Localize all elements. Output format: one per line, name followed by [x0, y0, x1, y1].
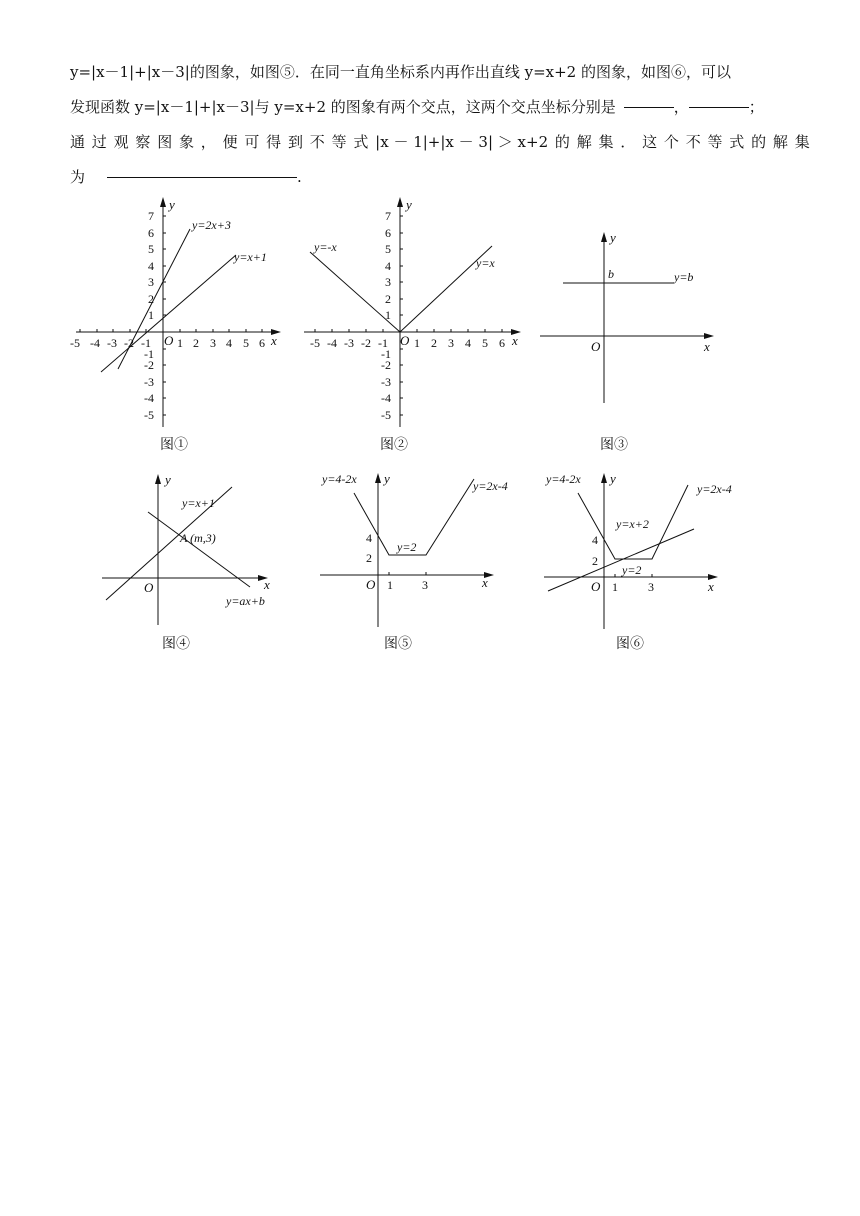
label-y-4-2x: y=4-2x: [546, 472, 581, 486]
label-y-x-1: y=x+1: [234, 250, 267, 264]
svg-text:3: 3: [210, 336, 216, 350]
svg-text:5: 5: [482, 336, 488, 350]
svg-text:O: O: [400, 333, 410, 348]
svg-text:3: 3: [648, 580, 654, 594]
svg-text:1: 1: [177, 336, 183, 350]
label-y-2x-3: y=2x+3: [192, 218, 231, 232]
svg-text:4: 4: [385, 259, 391, 273]
svg-text:7: 7: [148, 209, 154, 223]
svg-text:x: x: [704, 339, 710, 354]
label-y-b: y=b: [674, 270, 694, 284]
figure-1-graph: [68, 195, 283, 435]
answer-blank-3[interactable]: [107, 176, 297, 178]
svg-text:7: 7: [385, 209, 391, 223]
svg-text:y: y: [406, 197, 412, 212]
svg-text:y: y: [165, 472, 171, 487]
svg-text:x: x: [708, 579, 714, 594]
text-line-4: 为 .: [70, 168, 302, 186]
figure-6-caption: 图⑥: [616, 636, 644, 652]
figure-6-graph: [542, 465, 752, 635]
svg-text:1: 1: [414, 336, 420, 350]
svg-text:-4: -4: [144, 391, 154, 405]
svg-text:x: x: [482, 575, 488, 590]
figure-4-caption: 图④: [162, 636, 190, 652]
answer-blank-2[interactable]: [689, 106, 749, 108]
svg-text:6: 6: [259, 336, 265, 350]
svg-text:O: O: [366, 577, 376, 592]
figure-2-caption: 图②: [380, 437, 408, 453]
svg-text:2: 2: [366, 551, 372, 565]
svg-text:-5: -5: [144, 408, 154, 422]
svg-text:4: 4: [592, 533, 598, 547]
figure-3: [534, 225, 724, 414]
svg-text:-5: -5: [310, 336, 320, 350]
y-axis-label: y: [169, 197, 175, 212]
figure-2-graph: [296, 195, 526, 435]
svg-text:O: O: [591, 579, 601, 594]
text-line-3: 通 过 观 察 图 象 ， 便 可 得 到 不 等 式 |x － 1|+|x － 3| ＞ x+2 的 解 集 ． 这 个 不 等 式 的 解 集: [70, 133, 810, 151]
label-y-neg-x: y=-x: [314, 240, 337, 254]
svg-text:6: 6: [148, 226, 154, 240]
label-y-4-2x: y=4-2x: [322, 472, 357, 486]
figure-1-caption: 图①: [160, 437, 188, 453]
label-y-2: y=2: [397, 540, 417, 554]
svg-text:2: 2: [592, 554, 598, 568]
svg-text:-5: -5: [70, 336, 80, 350]
text-line-2: 发现函数 y=|x－1|+|x－3|与 y=x+2 的图象有两个交点，这两个交点坐标分别是 ， ；: [70, 98, 764, 116]
svg-text:y: y: [610, 471, 616, 486]
label-y-2x-4: y=2x-4: [697, 482, 732, 496]
figure-2: [296, 195, 526, 439]
figure-4-graph: [96, 470, 286, 630]
svg-text:1: 1: [385, 308, 391, 322]
label-y-x: y=x: [476, 256, 495, 270]
svg-text:3: 3: [385, 275, 391, 289]
svg-text:2: 2: [148, 292, 154, 306]
point-a-label: A (m,3): [180, 531, 216, 545]
label-y-ax-b: y=ax+b: [226, 594, 265, 608]
svg-text:-3: -3: [344, 336, 354, 350]
svg-text:4: 4: [465, 336, 471, 350]
svg-text:O: O: [144, 580, 154, 595]
svg-text:3: 3: [422, 578, 428, 592]
svg-text:x: x: [264, 577, 270, 592]
svg-text:3: 3: [448, 336, 454, 350]
svg-text:2: 2: [431, 336, 437, 350]
figure-3-graph: [534, 225, 724, 410]
line-y-ax-b: [148, 512, 250, 587]
svg-text:6: 6: [385, 226, 391, 240]
line-y-x-1: [101, 255, 236, 372]
figure-5-caption: 图⑤: [384, 636, 412, 652]
svg-text:y: y: [384, 471, 390, 486]
svg-text:-4: -4: [327, 336, 337, 350]
svg-text:2: 2: [385, 292, 391, 306]
svg-text:y: y: [610, 230, 616, 245]
label-y-x-1: y=x+1: [182, 496, 215, 510]
figure-3-caption: 图③: [600, 437, 628, 453]
svg-text:-4: -4: [381, 391, 391, 405]
svg-text:-4: -4: [90, 336, 100, 350]
answer-blank-1[interactable]: [624, 106, 674, 108]
text-line-1: y=|x－1|+|x－3|的图象，如图⑤．在同一直角坐标系内再作出直线 y=x+2 的图象，如图⑥，可以: [70, 63, 731, 81]
svg-text:6: 6: [499, 336, 505, 350]
svg-text:5: 5: [385, 242, 391, 256]
svg-text:-5: -5: [381, 408, 391, 422]
svg-text:-2: -2: [124, 336, 134, 350]
label-y-x-2: y=x+2: [616, 517, 649, 531]
problem-text: [70, 55, 810, 195]
figure-5-graph: [318, 465, 518, 630]
figure-5: [318, 465, 518, 634]
svg-text:-1: -1: [381, 347, 391, 361]
label-b: b: [608, 267, 614, 281]
figure-4: [96, 470, 286, 634]
svg-text:-1: -1: [144, 347, 154, 361]
svg-text:1: 1: [148, 308, 154, 322]
svg-text:2: 2: [193, 336, 199, 350]
svg-text:4: 4: [366, 531, 372, 545]
origin-label: O: [164, 333, 174, 348]
svg-text:x: x: [512, 333, 518, 348]
svg-text:-2: -2: [144, 358, 154, 372]
svg-text:-1: -1: [141, 336, 151, 350]
svg-text:-3: -3: [107, 336, 117, 350]
svg-text:1: 1: [612, 580, 618, 594]
figure-6: [542, 465, 752, 639]
label-y-2x-4: y=2x-4: [473, 479, 508, 493]
svg-text:O: O: [591, 339, 601, 354]
x-axis-label: x: [271, 333, 277, 348]
svg-text:-2: -2: [381, 358, 391, 372]
line-y-x-2: [548, 529, 694, 591]
svg-text:5: 5: [243, 336, 249, 350]
svg-text:4: 4: [226, 336, 232, 350]
svg-text:-2: -2: [361, 336, 371, 350]
svg-text:-3: -3: [381, 375, 391, 389]
svg-text:1: 1: [387, 578, 393, 592]
svg-text:5: 5: [148, 242, 154, 256]
svg-text:4: 4: [148, 259, 154, 273]
svg-text:-1: -1: [378, 336, 388, 350]
svg-text:-3: -3: [144, 375, 154, 389]
label-y-2: y=2: [622, 563, 642, 577]
svg-text:3: 3: [148, 275, 154, 289]
figure-1: [68, 195, 283, 439]
